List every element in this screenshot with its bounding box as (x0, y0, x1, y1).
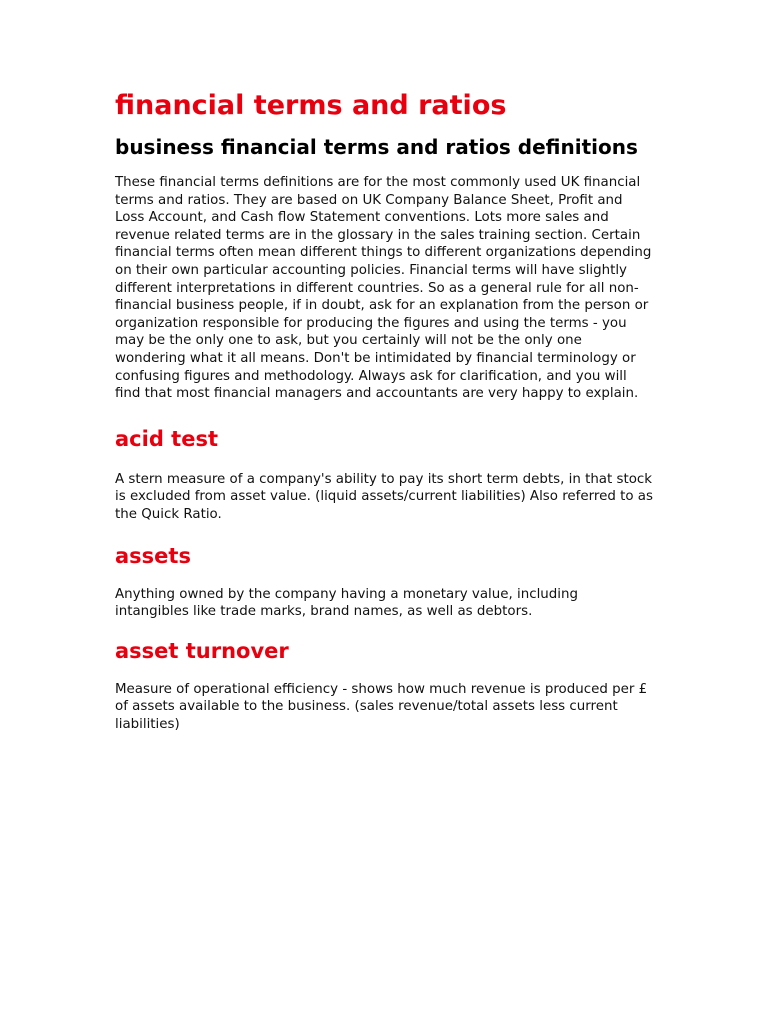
page-title: financial terms and ratios (115, 90, 507, 121)
section-text-asset-turnover: Measure of operational efficiency - shows how much revenue is produced per £ of assets available to the business. (sales revenue/total assets less current liabilities) (115, 681, 648, 732)
section-heading-acid-test: acid test (115, 426, 218, 451)
intro-paragraph: These financial terms definitions are for the most commonly used UK financial terms and ratios. They are based on UK Company Balance Sheet, Profit and Loss Account, and Cash flow Statement conventions. Lots more sales and revenue related terms are in the glossary in the sales training section. Certain financial terms often mean different things to different organizations depending on their own particular accounting policies. Financial terms will have slightly different interpretations in different countries. So as a general rule for all non-financial business people, if in doubt, ask for an explanation from the person or organization responsible for producing the figures and using the terms - you may be the only one to ask, but you certainly will not be the only one wondering what it all means. Don't be intimidated by financial terminology or confusing figures and methodology. Always ask for clarification, and you will find that most financial managers and accountants are very happy to explain. (115, 175, 652, 402)
document-page (115, 88, 655, 733)
section-text-assets: Anything owned by the company having a monetary value, including intangibles like trade marks, brand names, as well as debtors. (115, 586, 579, 620)
section-heading-asset-turnover: asset turnover (115, 638, 289, 663)
page-subtitle: business financial terms and ratios definitions (115, 135, 638, 159)
section-heading-assets: assets (115, 543, 191, 568)
section-text-acid-test: A stern measure of a company's ability to pay its short term debts, in that stock is excluded from asset value. (liquid assets/current liabilities) Also referred to as the Quick Ratio. (115, 471, 653, 522)
